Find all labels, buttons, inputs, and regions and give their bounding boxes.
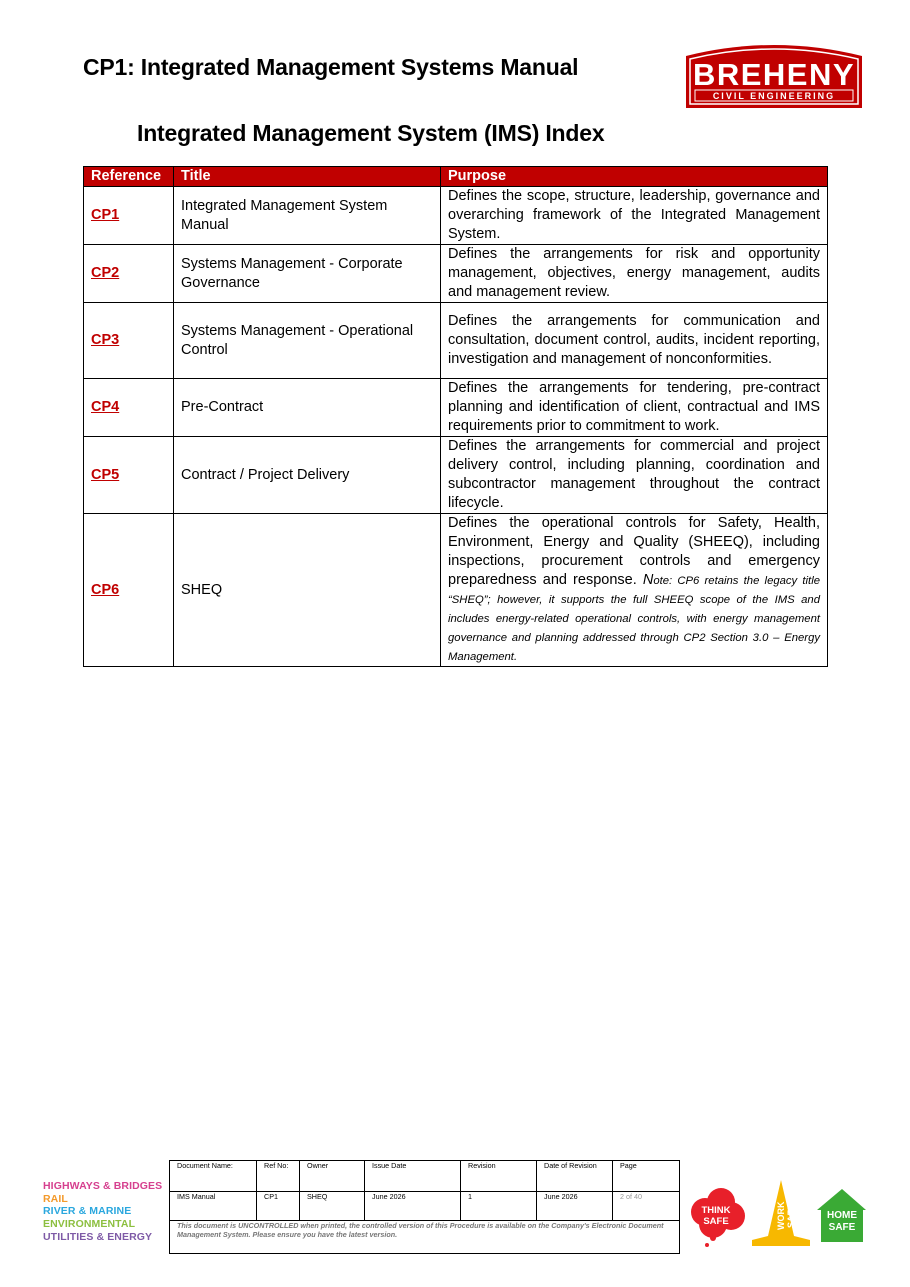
ref-link-cp1[interactable]: CP1 xyxy=(91,207,120,223)
ref-link-cp5[interactable]: CP5 xyxy=(91,466,120,483)
sector-environmental: ENVIRONMENTAL xyxy=(43,1218,136,1231)
table-row xyxy=(84,187,828,245)
footer-header-date-of-revision: Date of Revision xyxy=(537,1161,613,1192)
svg-text:SAFE: SAFE xyxy=(786,1203,796,1228)
svg-text:BREHENY: BREHENY xyxy=(692,57,856,92)
ims-index-table xyxy=(83,166,828,667)
document-title: CP1: Integrated Management Systems Manual xyxy=(83,54,579,80)
footer-header-ref-no: Ref No: xyxy=(257,1161,300,1192)
sector-highways-bridges: HIGHWAYS & BRIDGES xyxy=(43,1180,163,1192)
footer-disclaimer-row xyxy=(170,1221,680,1254)
column-header-title: Title xyxy=(174,167,441,187)
footer-value-row xyxy=(170,1192,680,1221)
footer-header-revision: Revision xyxy=(461,1161,537,1192)
table-row xyxy=(84,303,828,379)
ref-cell xyxy=(84,245,174,303)
sector-list xyxy=(43,1180,162,1244)
footer-owner: SHEQ xyxy=(300,1192,365,1221)
ref-link-cp6[interactable]: CP6 xyxy=(91,581,120,598)
home-safe-house-icon xyxy=(817,1189,866,1242)
footer-document-name: IMS Manual xyxy=(170,1192,257,1221)
uncontrolled-disclaimer: This document is UNCONTROLLED when printed, the controlled version of this Procedure is available on the Company's Electronic Document Management System. Please ensure you have the latest version. xyxy=(170,1221,680,1254)
purpose-text: Defines the operational controls for Safety, Health, Environment, Energy and Quality (SHEEQ), including inspections, procurement controls and emergency preparedness and response. xyxy=(448,515,820,588)
column-header-purpose: Purpose xyxy=(441,167,828,187)
table-row xyxy=(84,245,828,303)
footer-header-page: Page xyxy=(613,1161,680,1192)
ref-link-cp4[interactable]: CP4 xyxy=(91,399,120,415)
svg-text:THINK: THINK xyxy=(701,1205,731,1216)
work-safe-cone-icon xyxy=(752,1180,810,1246)
column-header-reference: Reference xyxy=(84,167,174,187)
svg-text:CIVIL ENGINEERING: CIVIL ENGINEERING xyxy=(712,91,836,101)
title-cell: Contract / Project Delivery xyxy=(174,437,441,514)
footer-date-of-revision: June 2026 xyxy=(537,1192,613,1221)
ref-cell xyxy=(84,303,174,379)
ref-link-cp2[interactable]: CP2 xyxy=(91,265,120,281)
note-initial: N xyxy=(642,572,654,588)
title-cell: Systems Management - Operational Control xyxy=(174,303,441,379)
footer-header-document-name: Document Name: xyxy=(170,1161,257,1192)
sector-rail: RAIL xyxy=(43,1192,68,1205)
title-cell: Integrated Management System Manual xyxy=(174,187,441,245)
svg-text:SAFE: SAFE xyxy=(828,1222,856,1233)
footer-header-row xyxy=(170,1161,680,1192)
purpose-cell xyxy=(441,514,828,667)
ref-link-cp3[interactable]: CP3 xyxy=(91,332,120,348)
purpose-cell: Defines the arrangements for risk and opportunity management, objectives, energy management, audits and management review. xyxy=(441,245,828,303)
safety-badges xyxy=(685,1180,867,1250)
think-safe-cloud-icon xyxy=(691,1188,745,1247)
footer-page-number: 2 of 40 xyxy=(613,1192,680,1221)
breheny-logo xyxy=(683,40,865,110)
document-control-table xyxy=(169,1160,680,1254)
index-title: Integrated Management System (IMS) Index xyxy=(137,120,605,146)
svg-text:WORK: WORK xyxy=(776,1201,786,1230)
title-cell: SHEQ xyxy=(174,514,441,667)
note-text: ote: CP6 retains the legacy title “SHEQ”; however, it supports the full SHEEQ scope of the IMS and includes energy-related operational controls, with energy management governance and planning addressed through CP2 Section 3.0 – Energy Management. xyxy=(448,575,820,663)
ref-cell xyxy=(84,187,174,245)
purpose-cell: Defines the arrangements for communication and consultation, document control, audits, incident reporting, investigation and management of nonconformities. xyxy=(441,303,828,379)
table-row xyxy=(84,379,828,437)
title-cell: Systems Management - Corporate Governance xyxy=(174,245,441,303)
sector-utilities-energy: UTILITIES & ENERGY xyxy=(43,1230,153,1243)
table-header-row xyxy=(84,167,828,187)
purpose-cell: Defines the arrangements for tendering, pre-contract planning and identification of client, contractual and IMS requirements prior to commitment to work. xyxy=(441,379,828,437)
footer-header-issue-date: Issue Date xyxy=(365,1161,461,1192)
footer-issue-date: June 2026 xyxy=(365,1192,461,1221)
ref-cell xyxy=(84,514,174,667)
footer-revision: 1 xyxy=(461,1192,537,1221)
ref-cell xyxy=(84,379,174,437)
table-row xyxy=(84,437,828,514)
ref-cell xyxy=(84,437,174,514)
footer-header-owner: Owner xyxy=(300,1161,365,1192)
purpose-cell: Defines the scope, structure, leadership, governance and overarching framework of the Integrated Management System. xyxy=(441,187,828,245)
table-row xyxy=(84,514,828,667)
footer-ref-no: CP1 xyxy=(257,1192,300,1221)
purpose-cell: Defines the arrangements for commercial and project delivery control, including planning, coordination and subcontractor management throughout the contract lifecycle. xyxy=(441,437,828,514)
svg-text:SAFE: SAFE xyxy=(703,1216,729,1227)
title-cell: Pre-Contract xyxy=(174,379,441,437)
sector-river-marine: RIVER & MARINE xyxy=(43,1205,132,1218)
svg-text:HOME: HOME xyxy=(827,1210,857,1221)
